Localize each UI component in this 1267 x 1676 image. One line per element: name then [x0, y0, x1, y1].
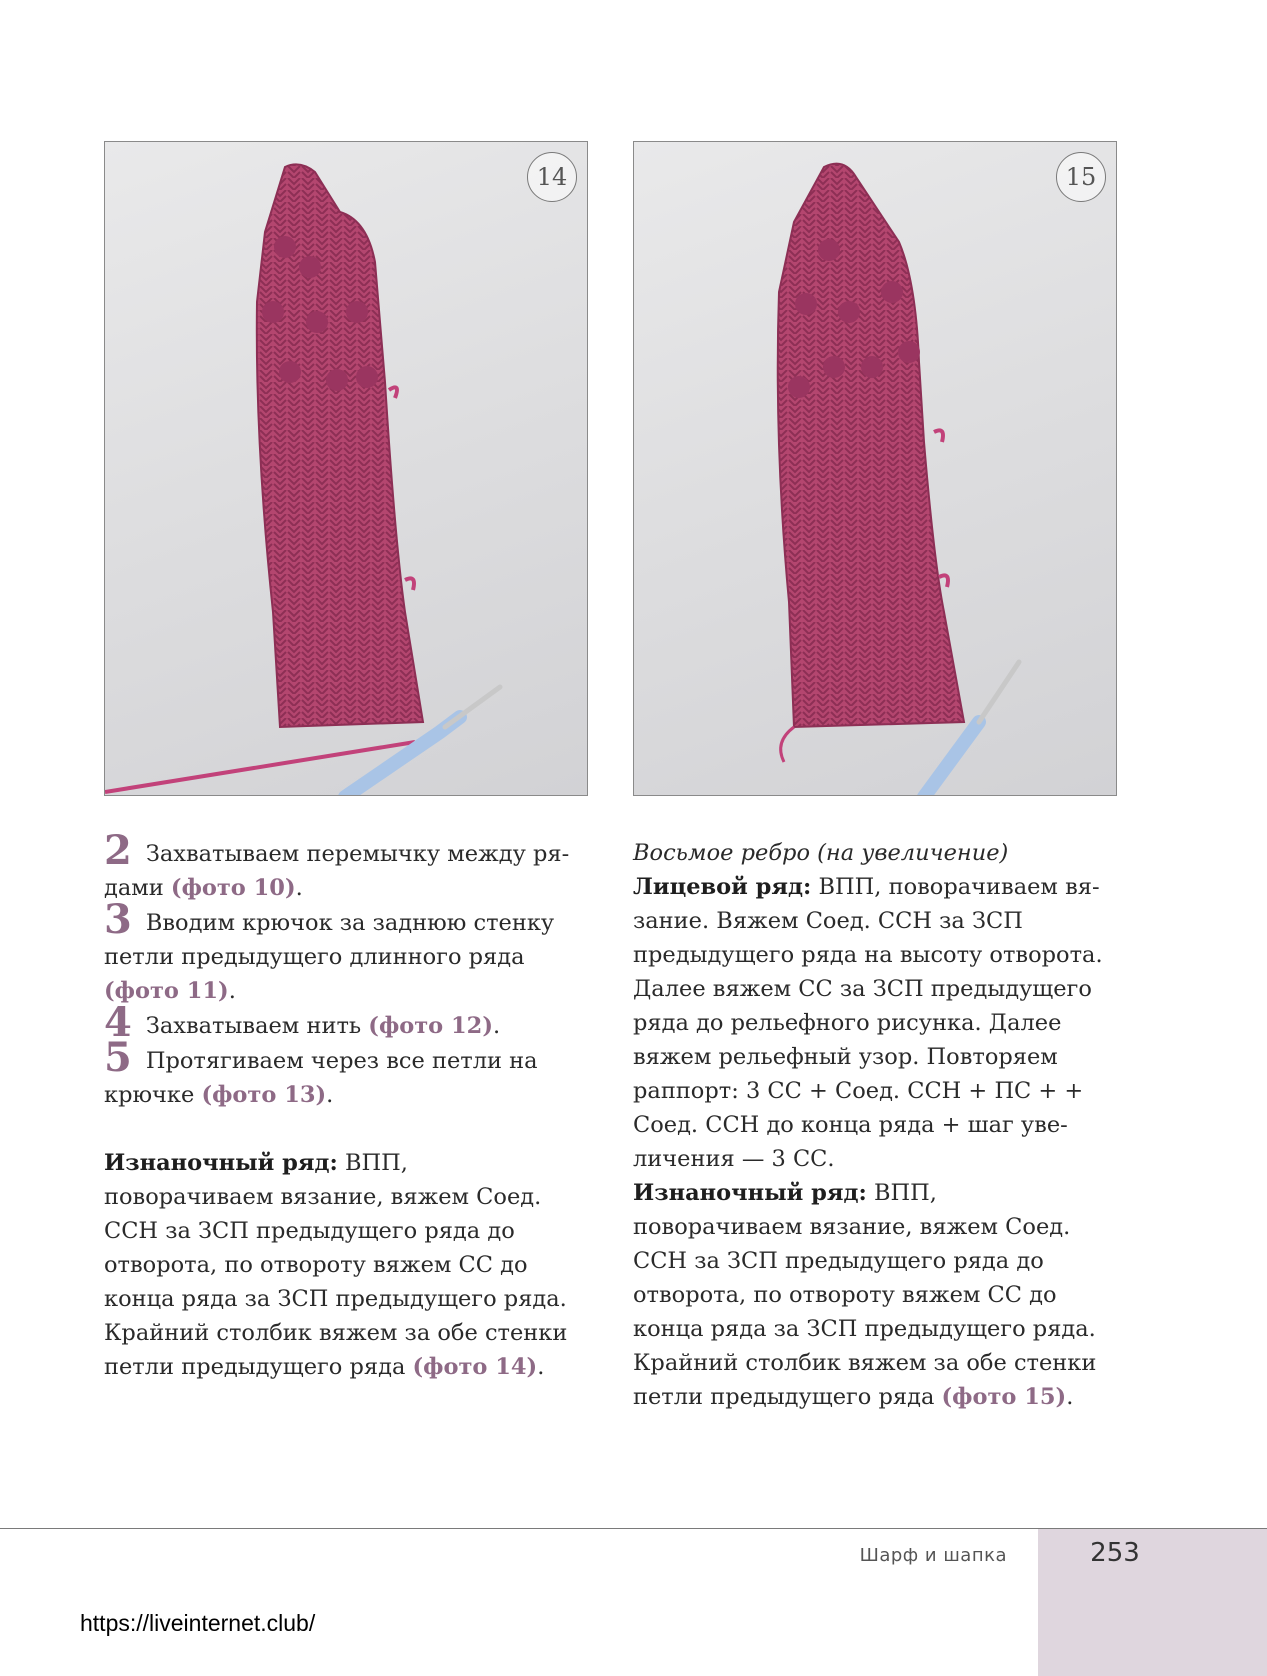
photo-ref: (фото 10) — [170, 875, 296, 901]
knitted-piece-illustration — [634, 142, 1117, 796]
purl-row-paragraph — [633, 1176, 1103, 1414]
right-column — [633, 836, 1103, 1414]
step-number: 3 — [104, 896, 132, 943]
step-4 — [104, 999, 574, 1046]
photo-15 — [633, 141, 1117, 796]
step-number: 5 — [104, 1034, 132, 1081]
step-text: Захватываем перемычку между рядами — [104, 841, 570, 901]
photo-number-badge: 14 — [527, 152, 577, 202]
photo-number-badge: 15 — [1056, 152, 1106, 202]
row-label: Изнаночный ряд: — [633, 1180, 867, 1206]
step-text: Протягиваем через все петли на крючке — [104, 1048, 538, 1108]
step-number: 2 — [104, 827, 132, 874]
step-text: Вводим крючок за заднюю стенку петли предыдущего длинного ряда — [104, 910, 555, 970]
photo-ref: (фото 12) — [368, 1013, 493, 1039]
step-5 — [104, 1034, 574, 1112]
row-label: Изнаночный ряд: — [104, 1150, 338, 1176]
photo-ref: (фото 15) — [941, 1384, 1067, 1410]
step-tail: . — [228, 978, 236, 1004]
photo-14 — [104, 141, 588, 796]
photo-ref: (фото 11) — [104, 978, 229, 1004]
left-column — [104, 827, 574, 1384]
page-number: 253 — [1090, 1538, 1140, 1568]
step-2 — [104, 827, 574, 905]
source-url[interactable]: https://liveinternet.club/ — [80, 1610, 316, 1636]
row-tail: . — [1066, 1384, 1074, 1410]
step-number: 4 — [104, 999, 132, 1046]
photo-ref: (фото 13) — [201, 1082, 327, 1108]
knitted-piece-illustration — [105, 142, 588, 796]
step-tail: . — [295, 875, 303, 901]
row-label: Лицевой ряд: — [633, 874, 812, 900]
step-tail: . — [492, 1013, 501, 1039]
step-3 — [104, 896, 574, 1008]
knit-row-paragraph — [633, 870, 1103, 1176]
row-text: ВПП, поворачиваем вязание, вяжем Соед. ССН за ЗСП предыдущего ряда до отворота, по отвороту вяжем СС до конца ряда за ЗСП предыдущего ряда. Крайний столбик вяжем за обе стенки петли предыдущего ряда — [104, 1150, 568, 1380]
row-tail: . — [537, 1354, 545, 1380]
step-text: Захватываем нить — [145, 1013, 369, 1039]
purl-row-paragraph — [104, 1146, 574, 1384]
footer-section-name: Шарф и шапка — [859, 1545, 1007, 1566]
step-tail: . — [326, 1082, 334, 1108]
section-subtitle: Восьмое ребро (на увеличение) — [633, 840, 1009, 866]
row-text: ВПП, поворачиваем вязание, вяжем Соед. ССН за ЗСП предыдущего ряда до отворота, по отвороту вяжем СС до конца ряда за ЗСП предыдущего ряда. Крайний столбик вяжем за обе стенки петли предыдущего ряда — [633, 1180, 1097, 1410]
photo-ref: (фото 14) — [412, 1354, 538, 1380]
row-text: ВПП, поворачиваем вязание. Вяжем Соед. ССН за ЗСП предыдущего ряда на высоту отворота. Далее вяжем СС за ЗСП предыдущего ряда до рельефного рисунка. Далее вяжем рельефный узор. Повторяем раппорт: 3 СС + Соед. ССН + ПС + + Соед. ССН до конца ряда + шаг увеличения — 3 СС. — [633, 874, 1103, 1172]
